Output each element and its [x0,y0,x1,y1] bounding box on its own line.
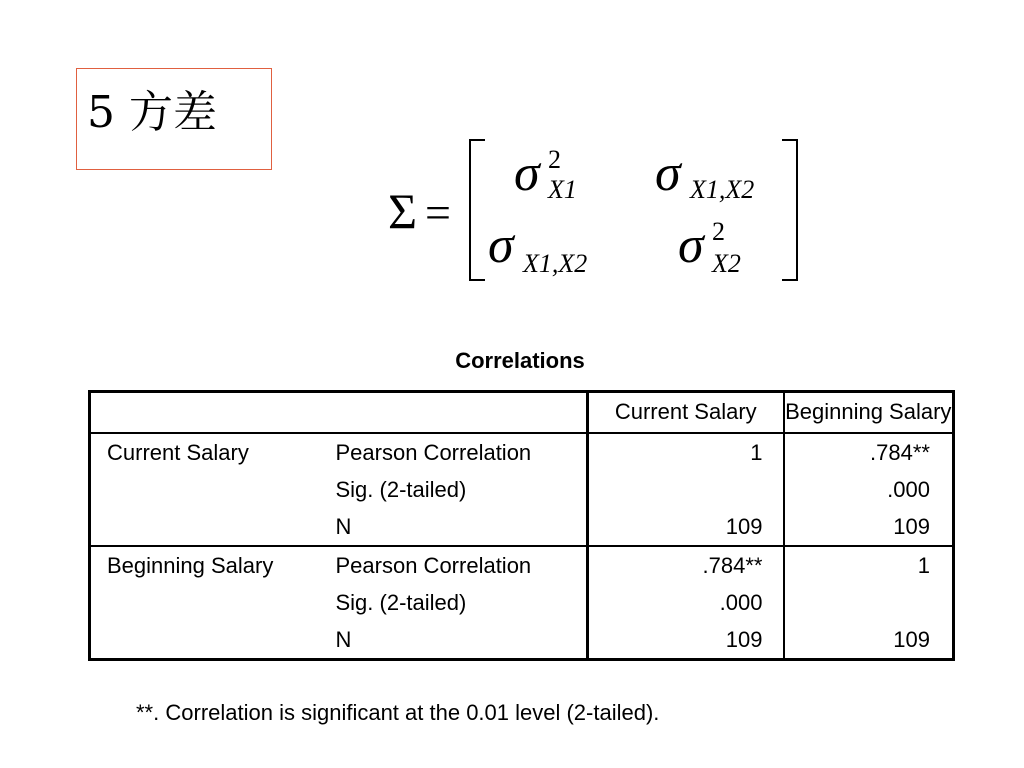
value-cell: 109 [784,508,954,546]
matrix-entry-1-2 [655,145,754,204]
value-cell: .000 [588,584,784,621]
statistic-label: Pearson Correlation [335,439,532,465]
statistic-label: Sig. (2-tailed) [335,589,467,615]
table-header-row [90,392,954,434]
subscript: X1,X2 [690,175,755,204]
table-title: Correlations [455,348,585,373]
footnote-text: Correlation is significant at the 0.01 level (2-tailed). [165,700,660,725]
value-cell: 109 [588,508,784,546]
statistic-label: N [320,508,588,546]
value-cell: .000 [784,471,954,508]
subscript: X2 [712,249,741,278]
header-empty-cell [320,392,588,434]
group-label-empty [90,584,320,621]
statistic-label: N [320,621,588,660]
sigma-symbol: σ [678,217,704,274]
value-cell [784,584,954,621]
column-header-current-salary: Current Salary [588,392,784,434]
correlations-table [88,390,955,661]
table-footnote [136,700,659,726]
table-row [90,546,954,584]
column-header-beginning-salary: Beginning Salary [784,392,954,434]
left-bracket [470,140,485,280]
right-bracket [782,140,797,280]
group-label-empty [90,471,320,508]
superscript: 2 [548,145,561,174]
superscript: 2 [712,217,725,246]
statistic-label: Pearson Correlation [335,552,532,578]
covariance-matrix-formula [0,0,1024,320]
footnote-marker: **. [136,700,160,725]
sigma-symbol: σ [488,217,514,274]
statistic-label: Sig. (2-tailed) [335,476,467,502]
table-row [90,471,954,508]
table-row [90,584,954,621]
sigma-symbol: σ [514,145,540,202]
subscript: X1,X2 [523,249,588,278]
matrix-entry-2-1 [488,217,587,278]
value-cell: .784** [784,433,954,471]
value-cell: 109 [784,621,954,660]
group-label-empty [90,621,320,660]
value-cell: 109 [588,621,784,660]
matrix-entry-2-2 [678,217,741,278]
slide-title: 5 方差 [87,87,217,138]
group-label: Current Salary [90,433,320,471]
group-label-empty [90,508,320,546]
sigma-symbol: σ [655,145,681,202]
table-row [90,508,954,546]
value-cell [588,471,784,508]
value-cell: 1 [588,433,784,471]
header-empty-cell [90,392,320,434]
matrix-entry-1-1 [514,145,577,204]
table-row [90,433,954,471]
value-cell: 1 [784,546,954,584]
equals-sign: = [425,187,451,238]
group-label: Beginning Salary [90,546,320,584]
table-row [90,621,954,660]
value-cell: .784** [588,546,784,584]
subscript: X1 [548,175,577,204]
sigma-matrix-symbol: Σ [388,183,418,239]
